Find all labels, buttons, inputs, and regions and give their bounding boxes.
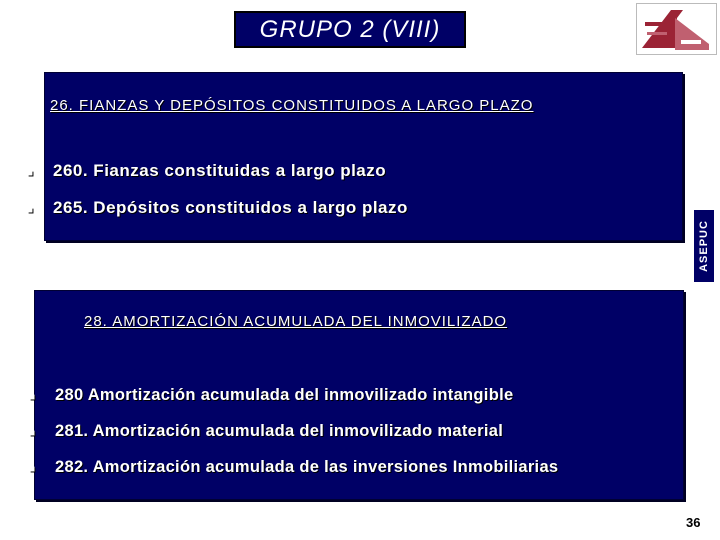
section-heading-26: 26. FIANZAS Y DEPÓSITOS CONSTITUIDOS A LARGO PLAZO [50, 97, 534, 114]
section-heading-28: 28. AMORTIZACIÓN ACUMULADA DEL INMOVILIZADO [84, 313, 508, 330]
asepuc-logo [636, 3, 717, 55]
square-bullet-icon: ■ [29, 428, 36, 439]
list-item [27, 198, 408, 218]
list-item [27, 161, 386, 181]
section-fianzas-panel [27, 72, 683, 241]
page-title: GRUPO 2 (VIII) [259, 15, 441, 43]
asepuc-side-label [694, 210, 714, 282]
list-item-text: 282. Amortización acumulada de las inversiones Inmobiliarias [55, 458, 559, 476]
section-amortizacion-panel [29, 290, 684, 500]
page-number: 36 [686, 515, 701, 530]
square-bullet-icon: ■ [27, 168, 34, 179]
square-bullet-icon: ■ [27, 205, 34, 216]
side-label-text: ASEPUC [698, 220, 710, 272]
list-item-text: 265. Depósitos constituidos a largo plazo [53, 198, 408, 217]
list-item [29, 458, 558, 477]
square-bullet-icon: ■ [29, 464, 36, 475]
list-item-text: 260. Fianzas constituidas a largo plazo [53, 161, 387, 180]
square-bullet-icon: ■ [29, 392, 36, 403]
page-title-box [234, 11, 466, 48]
logo-graphic [637, 4, 716, 54]
list-item-text: 281. Amortización acumulada del inmovilizado material [55, 422, 504, 440]
list-item-text: 280 Amortización acumulada del inmovilizado intangible [55, 386, 514, 404]
list-item [29, 422, 503, 441]
list-item [29, 386, 513, 405]
